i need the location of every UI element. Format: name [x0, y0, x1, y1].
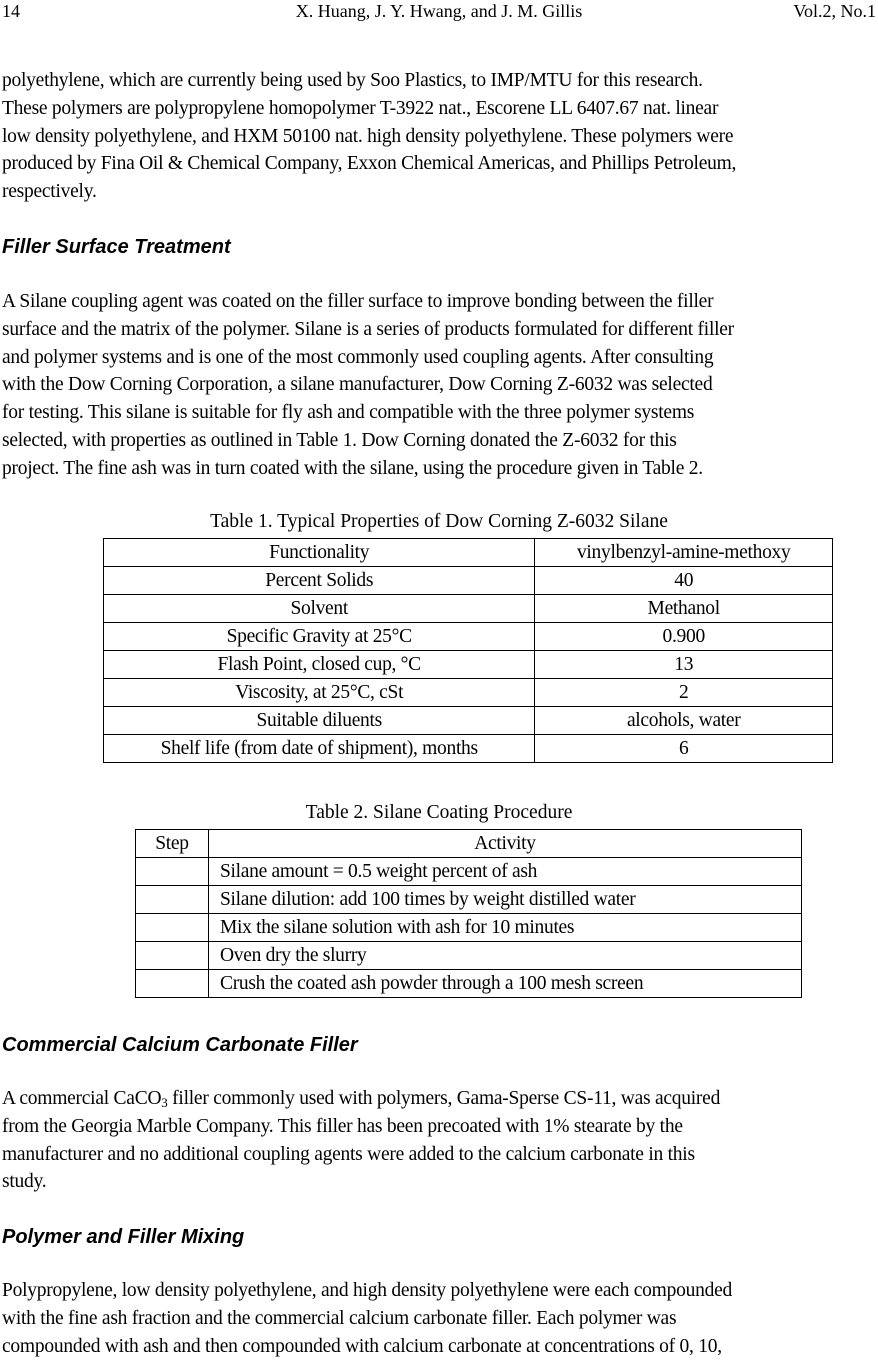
activity-cell: Silane dilution: add 100 times by weight distilled water: [209, 886, 802, 914]
table2-coating-procedure: [135, 829, 802, 998]
caco3-paragraph: [2, 1085, 878, 1196]
table-row: [104, 679, 833, 707]
table-row: [104, 707, 833, 735]
text-line: respectively.: [2, 181, 97, 203]
text-line: These polymers are polypropylene homopolymer T-3922 nat., Escorene LL 6407.67 nat. linear: [2, 97, 719, 119]
text-line: A Silane coupling agent was coated on the filler surface to improve bonding between the filler: [2, 291, 714, 312]
property-cell: Specific Gravity at 25°C: [104, 623, 535, 651]
text-line: [2, 1085, 878, 1113]
activity-cell: Crush the coated ash powder through a 100 mesh screen: [209, 970, 802, 998]
property-cell: Suitable diluents: [104, 707, 535, 735]
subscript: 3: [161, 1095, 168, 1110]
text-line: low density polyethylene, and HXM 50100 nat. high density polyethylene. These polymers were: [2, 125, 734, 147]
table-row: [104, 567, 833, 595]
text-line: surface and the matrix of the polymer. Silane is a series of products formulated for different filler: [2, 318, 734, 340]
value-cell: 13: [535, 651, 833, 679]
filler-paragraph: [2, 288, 878, 483]
text-line: Polypropylene, low density polyethylene, and high density polyethylene were each compounded: [2, 1280, 732, 1301]
column-header-step: Step: [136, 830, 209, 858]
section-heading-calcium-carbonate: Commercial Calcium Carbonate Filler: [2, 1034, 358, 1056]
text-line: with the fine ash fraction and the commercial calcium carbonate filler. Each polymer was: [2, 1307, 677, 1329]
text-fragment: filler commonly used with polymers, Gama-Sperse CS-11, was acquired: [167, 1088, 721, 1109]
table2-caption: Table 2. Silane Coating Procedure: [305, 802, 573, 823]
intro-paragraph: [2, 67, 878, 206]
table1-silane-properties: [103, 538, 833, 763]
page-header: [0, 0, 878, 22]
table-row: [104, 539, 833, 567]
activity-cell: Mix the silane solution with ash for 10 minutes: [209, 914, 802, 942]
value-cell: Methanol: [535, 595, 833, 623]
property-cell: Functionality: [104, 539, 535, 567]
running-authors: X. Huang, J. Y. Hwang, and J. M. Gillis: [295, 1, 583, 21]
value-cell: 40: [535, 567, 833, 595]
text-line: selected, with properties as outlined in Table 1. Dow Corning donated the Z-6032 for this: [2, 429, 677, 451]
table-row: [136, 858, 802, 886]
mixing-paragraph: [2, 1277, 878, 1360]
property-cell: Viscosity, at 25°C, cSt: [104, 679, 535, 707]
table-header-row: [136, 830, 802, 858]
table-row: [136, 914, 802, 942]
text-line: for testing. This silane is suitable for fly ash and compatible with the three polymer systems: [2, 402, 695, 424]
text-line: produced by Fina Oil & Chemical Company, Exxon Chemical Americas, and Phillips Petroleum,: [2, 153, 737, 175]
property-cell: Flash Point, closed cup, °C: [104, 651, 535, 679]
activity-cell: Oven dry the slurry: [209, 942, 802, 970]
property-cell: Shelf life (from date of shipment), months: [104, 735, 535, 763]
text-line: study.: [2, 1171, 47, 1193]
table-row: [104, 595, 833, 623]
property-cell: Percent Solids: [104, 567, 535, 595]
table-row: [104, 623, 833, 651]
table1-caption: Table 1. Typical Properties of Dow Corning Z-6032 Silane: [210, 511, 668, 532]
table-row: [136, 970, 802, 998]
column-header-activity: Activity: [209, 830, 802, 858]
table-row: [104, 651, 833, 679]
section-heading-polymer-filler-mixing: Polymer and Filler Mixing: [2, 1226, 245, 1248]
step-cell: [136, 970, 209, 998]
value-cell: 0.900: [535, 623, 833, 651]
section-heading-filler-surface-treatment: Filler Surface Treatment: [2, 236, 231, 258]
page-number: 14: [2, 1, 20, 21]
text-line: with the Dow Corning Corporation, a silane manufacturer, Dow Corning Z-6032 was selected: [2, 374, 713, 396]
text-line: compounded with ash and then compounded with calcium carbonate at concentrations of 0, 10,: [2, 1335, 722, 1357]
text-line: from the Georgia Marble Company. This filler has been precoated with 1% stearate by the: [2, 1115, 683, 1137]
table-row: [136, 886, 802, 914]
table-row: [136, 942, 802, 970]
value-cell: 2: [535, 679, 833, 707]
value-cell: vinylbenzyl-amine-methoxy: [535, 539, 833, 567]
activity-cell: Silane amount = 0.5 weight percent of ash: [209, 858, 802, 886]
table-row: [104, 735, 833, 763]
value-cell: 6: [535, 735, 833, 763]
step-cell: [136, 858, 209, 886]
text-line: manufacturer and no additional coupling agents were added to the calcium carbonate in this: [2, 1143, 695, 1165]
text-fragment: A commercial CaCO: [2, 1088, 162, 1109]
step-cell: [136, 942, 209, 970]
text-line: project. The fine ash was in turn coated with the silane, using the procedure given in Table 2.: [2, 457, 703, 479]
text-line: polyethylene, which are currently being used by Soo Plastics, to IMP/MTU for this research.: [2, 70, 703, 91]
step-cell: [136, 914, 209, 942]
property-cell: Solvent: [104, 595, 535, 623]
volume-info: Vol.2, No.1: [793, 1, 876, 21]
text-line: and polymer systems and is one of the most commonly used coupling agents. After consulting: [2, 346, 714, 368]
step-cell: [136, 886, 209, 914]
value-cell: alcohols, water: [535, 707, 833, 735]
